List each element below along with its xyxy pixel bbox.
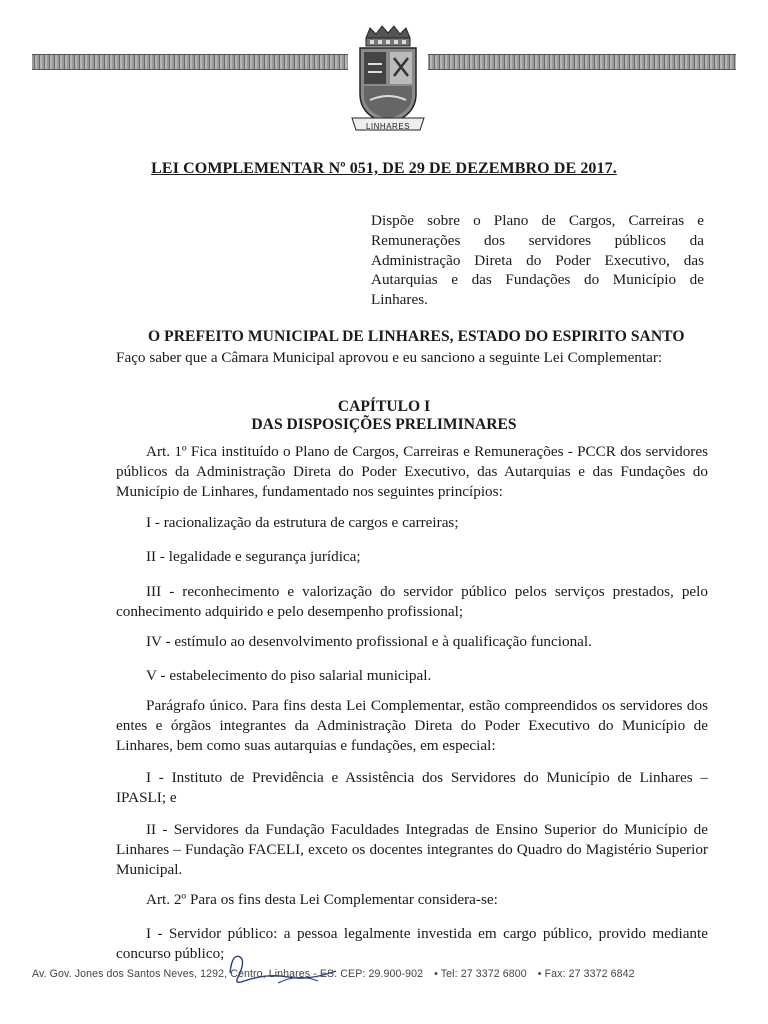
- article-1: Art. 1º Fica instituído o Plano de Cargos, Carreiras e Remunerações - PCCR dos servidores públicos da Administração Direta do Poder Executivo, das Autarquias e das Fundações do Município de Linhares, fundamentado nos seguintes princípios:: [116, 443, 708, 500]
- ementa: Dispõe sobre o Plano de Cargos, Carreiras e Remunerações dos servidores públicos da Administração Direta do Poder Executivo, das Autarquias e das Fundações do Município de Linhares.: [371, 212, 704, 309]
- chapter-number: CAPÍTULO I: [337, 398, 431, 415]
- article-2-item-i: I - Servidor público: a pessoa legalmente investida em cargo público, provido mediante concurso público;: [116, 925, 708, 962]
- footer-address: Av. Gov. Jones dos Santos Neves, 1292, Centro, Linhares - ES. CEP: 29.900-902: [32, 968, 424, 980]
- paragrafo-unico: Parágrafo único. Para fins desta Lei Complementar, estão compreendidos os servidores dos entes e órgãos integrantes da Administração Direta do Poder Executivo do Município de Linhares, bem como suas autarquias e fundações, em especial:: [116, 697, 708, 754]
- enactment-clause: Faço saber que a Câmara Municipal aprovou e eu sanciono a seguinte Lei Complementar:: [116, 349, 663, 366]
- paragrafo-item-ii: II - Servidores da Fundação Faculdades Integradas de Ensino Superior do Município de Linhares – Fundação FACELI, exceto os docentes integrantes do Quadro do Magistério Superior Municipal.: [116, 821, 708, 878]
- article-1-item-i: I - racionalização da estrutura de cargos e carreiras;: [146, 514, 459, 531]
- article-2: Art. 2º Para os fins desta Lei Complementar considera-se:: [146, 891, 498, 908]
- chapter-title: DAS DISPOSIÇÕES PRELIMINARES: [251, 416, 517, 433]
- article-1-item-v: V - estabelecimento do piso salarial municipal.: [146, 667, 432, 684]
- document-title: LEI COMPLEMENTAR Nº 051, DE 29 DE DEZEMBRO DE 2017.: [151, 160, 617, 177]
- footer-tel: • Tel: 27 3372 6800: [434, 968, 527, 980]
- paragrafo-item-i: I - Instituto de Previdência e Assistência dos Servidores do Município de Linhares – IPASLI; e: [116, 769, 708, 806]
- article-1-item-iii: III - reconhecimento e valorização do servidor público pelos serviços prestados, pelo conhecimento adquirido e pelo desempenho profissional;: [116, 583, 708, 620]
- article-1-item-iv: IV - estímulo ao desenvolvimento profissional e à qualificação funcional.: [146, 633, 592, 650]
- crest-label: LINHARES: [365, 122, 410, 131]
- signature-scribble-icon: [218, 943, 348, 987]
- prefeito-heading: O PREFEITO MUNICIPAL DE LINHARES, ESTADO DO ESPIRITO SANTO: [148, 328, 685, 345]
- footer-fax: • Fax: 27 3372 6842: [537, 968, 635, 980]
- footer: [32, 968, 742, 980]
- article-1-item-ii: II - legalidade e segurança jurídica;: [146, 548, 361, 565]
